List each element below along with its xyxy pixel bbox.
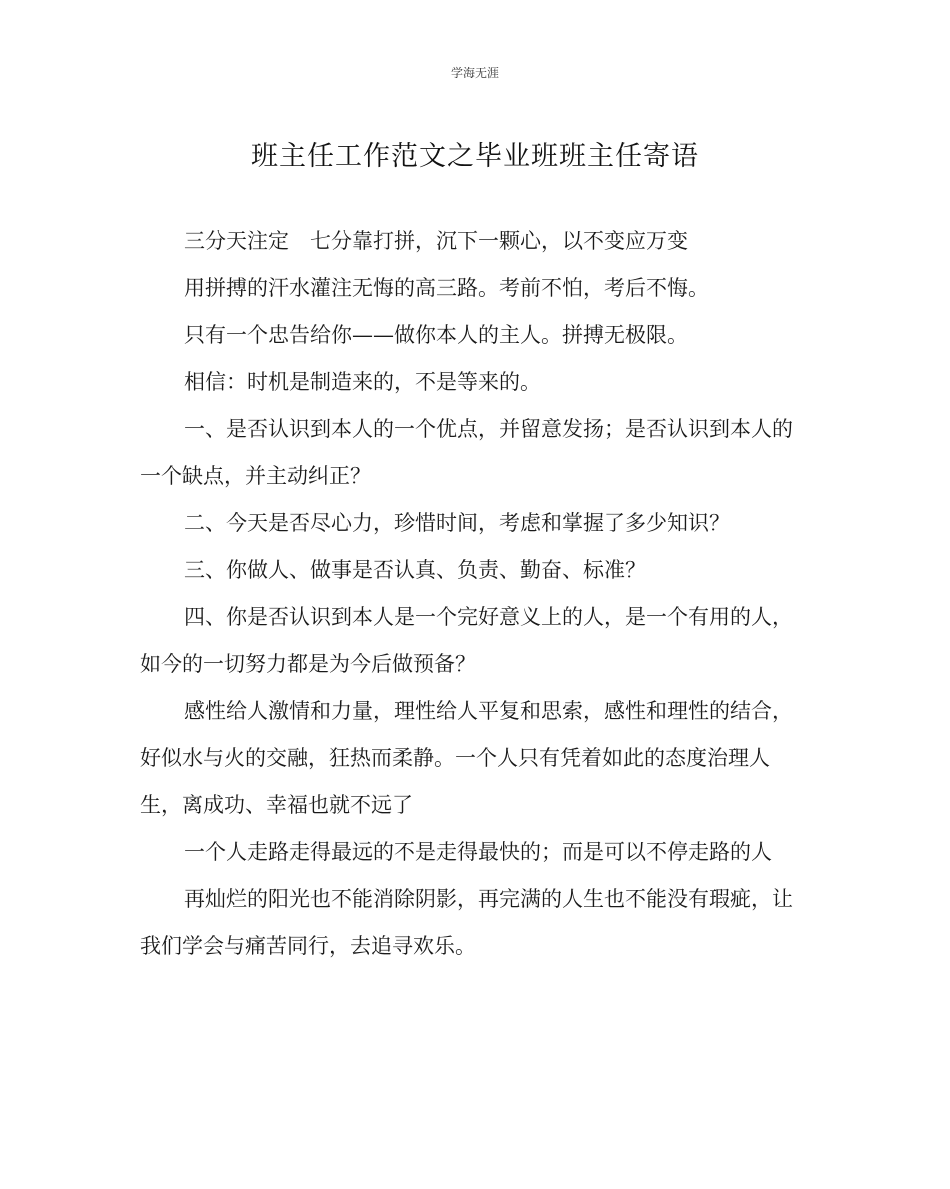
paragraph-3: 只有一个忠告给你——做你本人的主人。拼搏无极限。 bbox=[184, 323, 688, 347]
paragraph-8: 四、你是否认识到本人是一个完好意义上的人，是一个有用的人，如今的一切努力都是为今后做预备？ bbox=[140, 605, 793, 676]
page-header: 学海无涯 bbox=[450, 66, 499, 80]
paragraph-2: 用拼搏的汗水灌注无悔的高三路。考前不怕，考后不悔。 bbox=[184, 276, 709, 300]
paragraph-1: 三分天注定 七分靠打拼，沉下一颗心，以不变应万变 bbox=[184, 229, 688, 253]
paragraph-10: 一个人走路走得最远的不是走得最快的；而是可以不停走路的人 bbox=[184, 840, 772, 864]
document-title: 班主任工作范文之毕业班班主任寄语 bbox=[251, 141, 699, 172]
paragraph-7: 三、你做人、做事是否认真、负责、勤奋、标准？ bbox=[184, 558, 646, 582]
paragraph-6: 二、今天是否尽心力，珍惜时间，考虑和掌握了多少知识？ bbox=[184, 511, 730, 535]
paragraph-9: 感性给人激情和力量，理性给人平复和思索，感性和理性的结合，好似水与火的交融，狂热而柔静。一个人只有凭着如此的态度治理人生，离成功、幸福也就不远了 bbox=[140, 699, 793, 817]
document-body bbox=[140, 218, 810, 970]
paragraph-4: 相信：时机是制造来的，不是等来的。 bbox=[184, 370, 541, 394]
paragraph-11: 再灿烂的阳光也不能消除阴影，再完满的人生也不能没有瑕疵，让我们学会与痛苦同行，去追寻欢乐。 bbox=[140, 887, 793, 958]
paragraph-5: 一、是否认识到本人的一个优点，并留意发扬；是否认识到本人的一个缺点，并主动纠正？ bbox=[140, 417, 793, 488]
